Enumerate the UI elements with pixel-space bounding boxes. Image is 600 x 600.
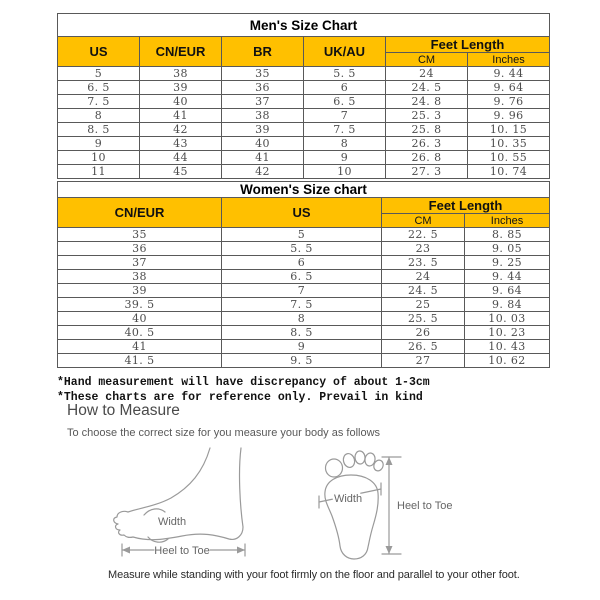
table-cell: 24 [382,270,465,284]
table-cell: 8. 5 [58,123,140,137]
mens-size-table [57,13,550,179]
womens-title-row [58,182,550,198]
table-cell: 27. 3 [386,165,468,179]
table-cell: 9 [58,137,140,151]
table-cell: 8 [304,137,386,151]
table-cell: 22. 5 [382,228,465,242]
col-header-br: BR [222,37,304,67]
table-row [58,326,550,340]
table-cell: 7. 5 [222,298,382,312]
table-cell: 40 [58,312,222,326]
table-cell: 8 [222,312,382,326]
table-cell: 27 [382,354,465,368]
table-cell: 35 [222,67,304,81]
table-row [58,165,550,179]
table-cell: 9. 44 [468,67,550,81]
table-row [58,256,550,270]
sole-heel-to-toe-label: Heel to Toe [397,500,453,512]
table-cell: 38 [140,67,222,81]
mens-title-row [58,14,550,37]
table-cell: 10. 43 [465,340,550,354]
col-header-us: US [222,198,382,228]
table-cell: 9. 5 [222,354,382,368]
table-row [58,228,550,242]
table-cell: 10. 74 [468,165,550,179]
table-cell: 7. 5 [304,123,386,137]
table-cell: 37 [222,95,304,109]
footnote-line: *These charts are for reference only. Prevail in kind [57,391,423,404]
womens-size-table [57,181,550,368]
table-cell: 26. 8 [386,151,468,165]
womens-table-body [58,228,550,368]
table-cell: 43 [140,137,222,151]
table-cell: 24. 8 [386,95,468,109]
table-cell: 41 [222,151,304,165]
table-cell: 6 [304,81,386,95]
side-heel-to-toe-label: Heel to Toe [154,545,210,557]
table-cell: 9. 64 [465,284,550,298]
table-cell: 24 [386,67,468,81]
table-row [58,151,550,165]
table-cell: 37 [58,256,222,270]
table-cell: 24. 5 [386,81,468,95]
womens-chart-title: Women's Size chart [58,182,550,198]
table-cell: 6. 5 [222,270,382,284]
table-cell: 9. 96 [468,109,550,123]
table-row [58,270,550,284]
table-cell: 9. 76 [468,95,550,109]
how-to-measure-subtitle: To choose the correct size for you measure your body as follows [67,427,381,439]
table-row [58,81,550,95]
big-toe [326,459,343,477]
table-row [58,354,550,368]
how-to-measure-heading: How to Measure [67,402,180,419]
table-cell: 8 [58,109,140,123]
table-cell: 25. 5 [382,312,465,326]
instep-width-arc-top [144,509,165,515]
table-row [58,340,550,354]
col-header-feet-length: Feet Length [382,198,550,214]
table-row [58,109,550,123]
table-cell: 5. 5 [222,242,382,256]
table-cell: 23 [382,242,465,256]
table-cell: 41 [140,109,222,123]
table-cell: 25. 8 [386,123,468,137]
table-cell: 38 [222,109,304,123]
table-cell: 25 [382,298,465,312]
table-cell: 7 [222,284,382,298]
table-cell: 5 [222,228,382,242]
measure-caption: Measure while standing with your foot firmly on the floor and parallel to your other foot. [108,569,520,581]
table-cell: 8. 5 [222,326,382,340]
table-row [58,67,550,81]
sole-arrow-top-head [386,457,393,465]
table-cell: 41 [58,340,222,354]
table-row [58,137,550,151]
womens-header-row [58,198,550,214]
table-cell: 39 [140,81,222,95]
table-cell: 9 [304,151,386,165]
col-header-inches: Inches [468,53,550,67]
table-cell: 36 [222,81,304,95]
col-header-cm: CM [382,214,465,228]
col-header-uk-au: UK/AU [304,37,386,67]
table-cell: 10. 55 [468,151,550,165]
col-header-cm: CM [386,53,468,67]
table-row [58,312,550,326]
table-cell: 41. 5 [58,354,222,368]
table-cell: 39 [222,123,304,137]
table-cell: 9. 84 [465,298,550,312]
mens-table-body [58,67,550,179]
table-cell: 24. 5 [382,284,465,298]
table-cell: 5 [58,67,140,81]
table-cell: 39. 5 [58,298,222,312]
table-cell: 8. 85 [465,228,550,242]
table-cell: 44 [140,151,222,165]
table-cell: 6. 5 [304,95,386,109]
table-cell: 9 [222,340,382,354]
table-row [58,95,550,109]
table-cell: 40 [222,137,304,151]
sole-arrow-bottom-head [386,546,393,554]
col-header-us: US [58,37,140,67]
table-cell: 40. 5 [58,326,222,340]
table-cell: 9. 64 [468,81,550,95]
table-cell: 6 [222,256,382,270]
mens-header-row [58,37,550,53]
table-cell: 42 [222,165,304,179]
table-cell: 10. 23 [465,326,550,340]
foot-measurement-diagram [110,444,455,566]
table-cell: 11 [58,165,140,179]
table-cell: 5. 5 [304,67,386,81]
table-cell: 10. 03 [465,312,550,326]
table-cell: 45 [140,165,222,179]
table-cell: 10. 62 [465,354,550,368]
table-cell: 36 [58,242,222,256]
table-cell: 26. 5 [382,340,465,354]
table-cell: 10. 15 [468,123,550,137]
col-header-cn-eur: CN/EUR [140,37,222,67]
table-cell: 9. 05 [465,242,550,256]
table-cell: 9. 25 [465,256,550,270]
col-header-inches: Inches [465,214,550,228]
table-cell: 26 [382,326,465,340]
table-cell: 39 [58,284,222,298]
table-cell: 25. 3 [386,109,468,123]
sole-width-label: Width [333,493,363,505]
toe [342,452,356,468]
col-header-cn-eur: CN/EUR [58,198,222,228]
table-cell: 7 [304,109,386,123]
mens-chart-title: Men's Size Chart [58,14,550,37]
table-row [58,298,550,312]
table-cell: 42 [140,123,222,137]
footnotes [57,375,430,405]
table-cell: 6. 5 [58,81,140,95]
footnote-line: *Hand measurement will have discrepancy of about 1-3cm [57,376,430,389]
table-cell: 38 [58,270,222,284]
col-header-feet-length: Feet Length [386,37,550,53]
table-row [58,242,550,256]
table-cell: 10. 35 [468,137,550,151]
table-cell: 9. 44 [465,270,550,284]
side-arrow-left-head [122,547,130,554]
table-cell: 10 [58,151,140,165]
foot-sole-outline [325,475,378,559]
side-width-label: Width [157,516,187,528]
table-cell: 35 [58,228,222,242]
table-cell: 40 [140,95,222,109]
toe [355,451,366,465]
table-cell: 7. 5 [58,95,140,109]
table-row [58,284,550,298]
table-cell: 26. 3 [386,137,468,151]
table-row [58,123,550,137]
table-cell: 10 [304,165,386,179]
side-arrow-right-head [237,547,245,554]
table-cell: 23. 5 [382,256,465,270]
